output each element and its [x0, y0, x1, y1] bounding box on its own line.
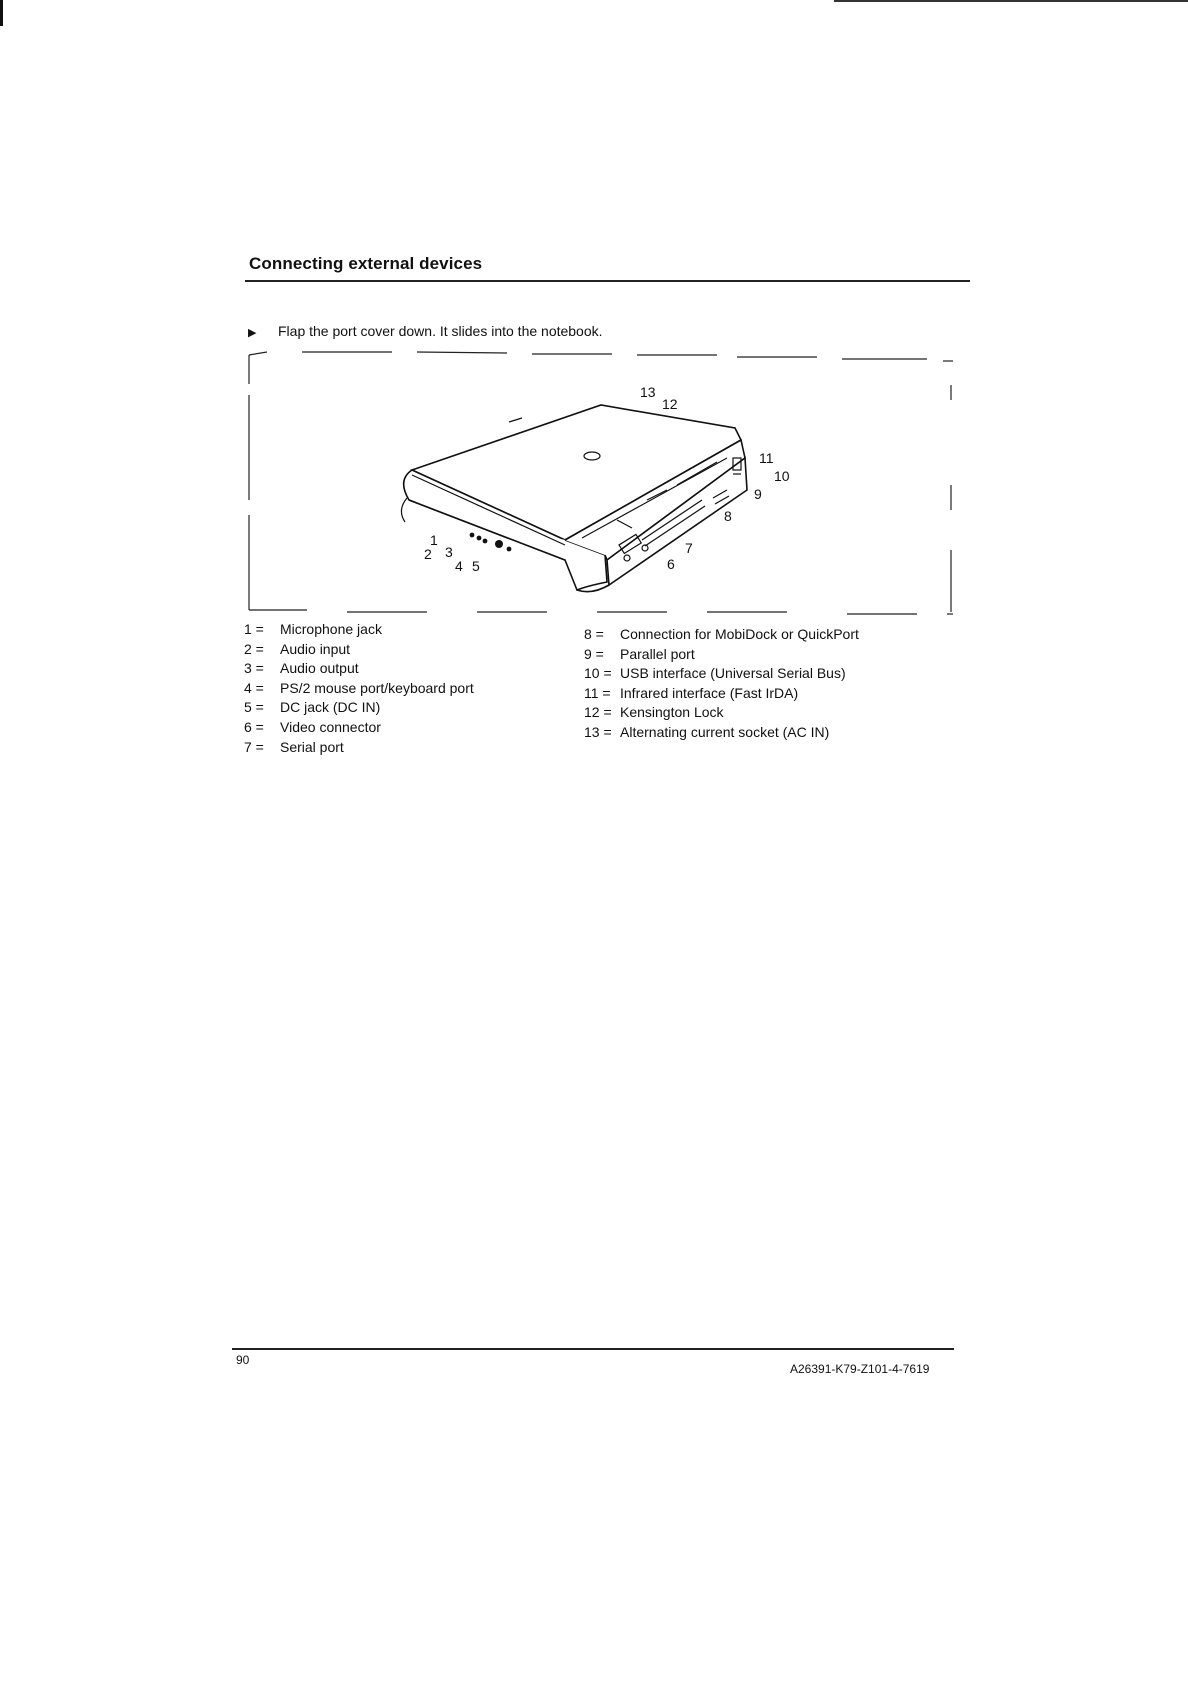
- callout-9: 9: [754, 486, 762, 502]
- legend-left: [244, 620, 474, 757]
- footer-rule: [232, 1348, 954, 1350]
- callout-10: 10: [774, 468, 790, 484]
- page-number: 90: [236, 1353, 250, 1367]
- legend-item: 5 = DC jack (DC IN): [244, 699, 381, 716]
- legend-item: 2 = Audio input: [244, 640, 351, 657]
- callout-7: 7: [685, 540, 693, 556]
- legend-item: 9 = Parallel port: [584, 645, 695, 662]
- legend-item: 8 = Connection for MobiDock or QuickPort: [584, 626, 859, 642]
- legend-item: 10 = USB interface (Universal Serial Bus): [584, 665, 846, 682]
- callout-6: 6: [667, 556, 675, 572]
- callout-1: 1: [430, 532, 438, 548]
- legend-item: 11 = Infrared interface (Fast IrDA): [584, 684, 799, 701]
- instruction-text: Flap the port cover down. It slides into the notebook.: [278, 323, 603, 339]
- document-code: A26391-K79-Z101-4-7619: [790, 1362, 930, 1376]
- instruction-step: [248, 323, 603, 339]
- scan-top-rule: [834, 0, 1188, 2]
- legend-item: 1 = Microphone jack: [244, 621, 382, 637]
- callout-12: 12: [662, 396, 678, 412]
- legend-item: 4 = PS/2 mouse port/keyboard port: [244, 679, 474, 696]
- figure-notebook-ports: [247, 350, 955, 620]
- bullet-arrow-icon: ▶: [248, 327, 257, 339]
- legend-item: 13 = Alternating current socket (AC IN): [584, 723, 830, 740]
- callout-13: 13: [640, 384, 656, 400]
- scan-edge-mark: [0, 0, 3, 26]
- notebook-illustration: [247, 350, 955, 620]
- callout-3: 3: [445, 544, 453, 560]
- callout-8: 8: [724, 508, 732, 524]
- callout-5: 5: [472, 558, 480, 574]
- legend-right: [584, 625, 859, 743]
- callout-11: 11: [759, 450, 774, 466]
- legend-item: 6 = Video connector: [244, 718, 381, 735]
- callout-2: 2: [424, 546, 432, 562]
- section-heading: Connecting external devices: [249, 254, 483, 273]
- legend-item: 3 = Audio output: [244, 660, 359, 677]
- heading-rule: [245, 280, 970, 282]
- legend-item: 12 = Kensington Lock: [584, 704, 724, 721]
- legend-item: 7 = Serial port: [244, 738, 344, 755]
- callout-4: 4: [455, 558, 463, 574]
